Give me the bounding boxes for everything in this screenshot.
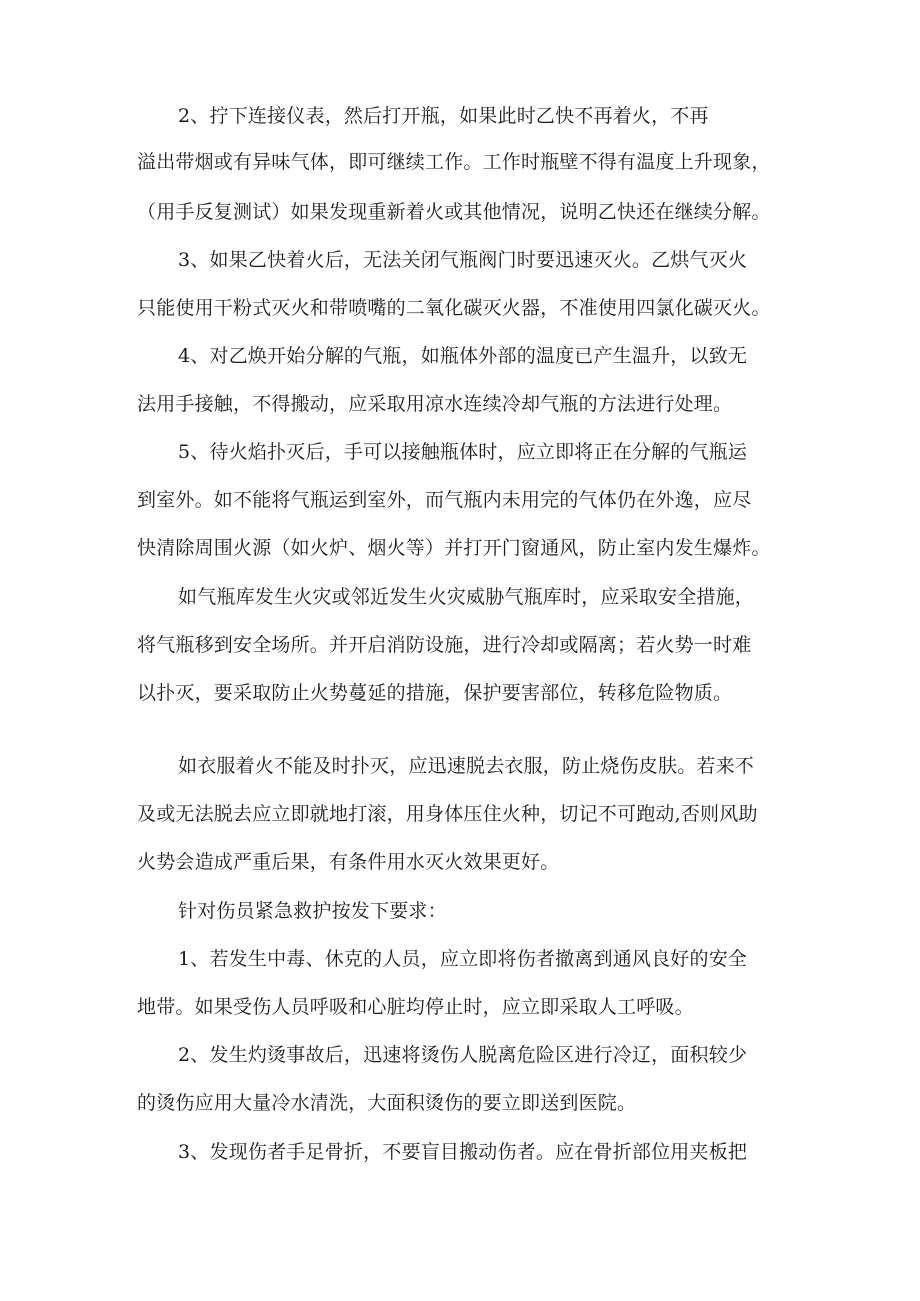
text-line: 如衣服着火不能及时扑灭，应迅速脱去衣服，防止烧伤皮肤。若来不 [178, 755, 755, 777]
text-line: 火势会造成严重后果，有条件用水灭火效果更好。 [137, 851, 560, 873]
text-line: 及或无法脱去应立即就地打滚，用身体压住火种，切记不可跑动,否则风助 [137, 803, 758, 825]
text-line: 3、发现伤者手足骨折，不要盲目搬动伤者。应在骨折部位用夹板把 [178, 1141, 748, 1163]
text-line: 快清除周围火源（如火炉、烟火等）并打开门窗通风，防止室内发生爆炸。 [137, 537, 771, 559]
text-line: 5、待火焰扑灭后，手可以接触瓶体时，应立即将正在分解的气瓶运 [178, 441, 748, 463]
text-line: 只能使用干粉式灭火和带喷嘴的二氧化碳灭火器，不准使用四氯化碳灭火。 [137, 297, 771, 319]
text-line: 2、发生灼烫事故后，迅速将烫伤人脱离危险区进行冷辽，面积较少 [178, 1044, 748, 1066]
text-line: 以扑灭，要采取防止火势蔓延的措施，保护要害部位，转移危险物质。 [137, 682, 733, 704]
text-line: （用手反复测试）如果发现重新着火或其他情况，说明乙快还在继续分解。 [137, 201, 771, 223]
text-line: 溢出带烟或有异味气体，即可继续工作。工作时瓶壁不得有温度上升现象， [137, 151, 771, 173]
text-line: 2、拧下连接仪表，然后打开瓶，如果此时乙快不再着火，不再 [178, 105, 709, 127]
text-line: 1、若发生中毒、休克的人员，应立即将伤者撤离到通风良好的安全 [178, 948, 748, 970]
text-line: 法用手接触，不得搬动，应采取用凉水连续冷却气瓶的方法进行处理。 [137, 393, 733, 415]
text-line: 将气瓶移到安全场所。并开启消防设施，进行冷却或隔离；若火势一时难 [137, 634, 752, 656]
text-line: 的烫伤应用大量冷水清洗，大面积烫伤的要立即送到医院。 [137, 1092, 637, 1114]
text-line: 3、如果乙快着火后，无法关闭气瓶阀门时要迅速灭火。乙烘气灭火 [178, 249, 748, 271]
text-line: 到室外。如不能将气瓶运到室外，而气瓶内未用完的气体仍在外逸，应尽 [137, 489, 752, 511]
text-line: 地带。如果受伤人员呼吸和心脏均停止时，应立即采取人工呼吸。 [137, 996, 694, 1018]
text-line: 针对伤员紧急救护按发下要求： [178, 900, 447, 922]
text-line: 4、对乙焕开始分解的气瓶，如瓶体外部的温度已产生温升，以致无 [178, 345, 748, 367]
text-line: 如气瓶库发生火灾或邻近发生火灾威胁气瓶库时，应采取安全措施， [178, 586, 755, 608]
